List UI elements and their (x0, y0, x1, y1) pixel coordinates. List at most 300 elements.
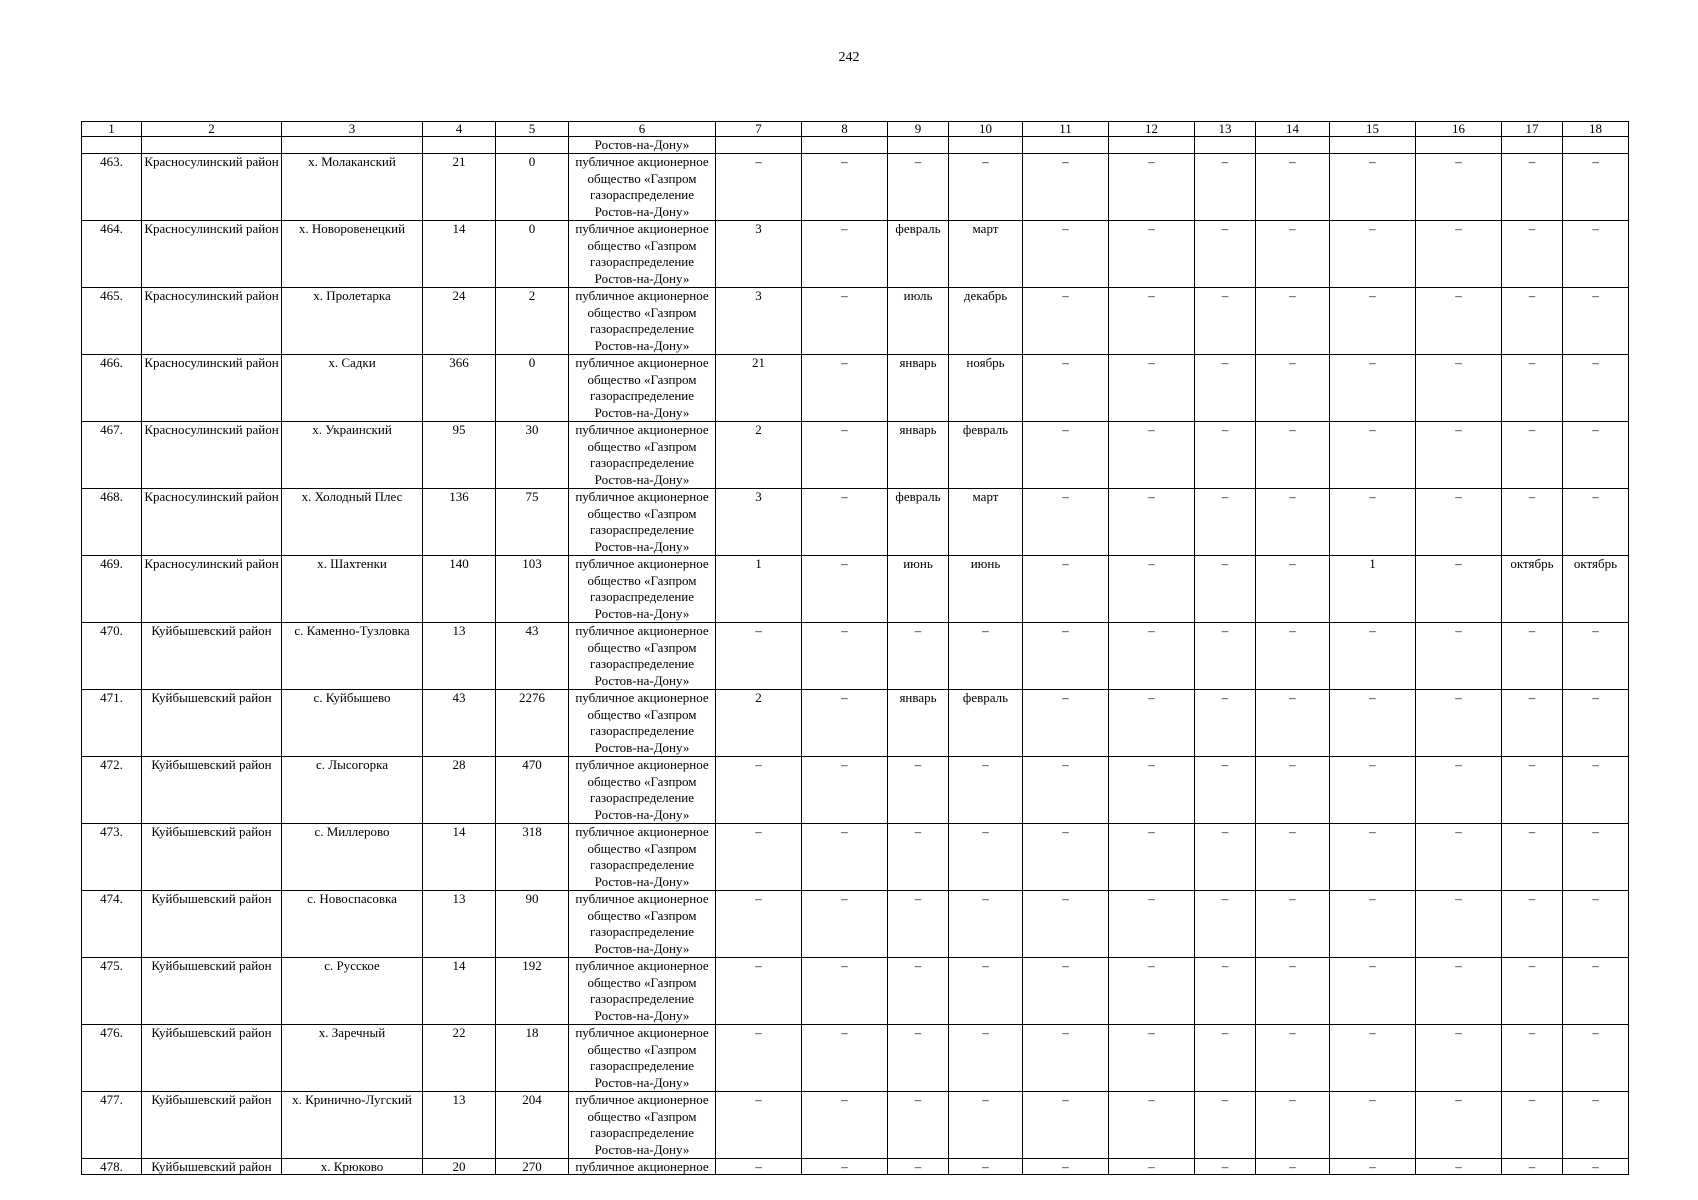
table-cell-col-16 (1416, 137, 1502, 154)
table-cell-col-2: Красносулинский район (142, 355, 282, 422)
table-cell-col-16: – (1416, 355, 1502, 422)
table-cell-col-14: – (1256, 958, 1330, 1025)
table-cell-col-6: публичное акционерное общество «Газпром газораспределение Ростов-на-Дону» (569, 288, 716, 355)
table-row (82, 690, 1629, 757)
table-cell-col-11: – (1023, 422, 1109, 489)
table-cell-col-17: – (1502, 1025, 1563, 1092)
table-cell-col-5: 43 (496, 623, 569, 690)
table-cell-col-4: 20 (423, 1159, 496, 1175)
table-cell-col-10: – (949, 623, 1023, 690)
table-cell-col-16: – (1416, 422, 1502, 489)
table-cell-col-6: Ростов-на-Дону» (569, 137, 716, 154)
table-cell-col-7: 1 (716, 556, 802, 623)
table-cell-col-14: – (1256, 556, 1330, 623)
table-row (82, 221, 1629, 288)
table-cell-col-16: – (1416, 623, 1502, 690)
table-cell-col-5: 30 (496, 422, 569, 489)
table-cell-col-16: – (1416, 690, 1502, 757)
table-cell-col-14: – (1256, 1159, 1330, 1175)
table-cell-col-8: – (802, 1025, 888, 1092)
table-cell-col-9: – (888, 154, 949, 221)
table-cell-col-18: – (1563, 1025, 1629, 1092)
table-cell-col-15: – (1330, 1159, 1416, 1175)
table-cell-col-16: – (1416, 891, 1502, 958)
table-cell-col-17: – (1502, 422, 1563, 489)
table-cell-col-10 (949, 137, 1023, 154)
table-cell-col-5: 18 (496, 1025, 569, 1092)
table-cell-col-6: публичное акционерное общество «Газпром газораспределение Ростов-на-Дону» (569, 958, 716, 1025)
table-cell-col-13: – (1195, 824, 1256, 891)
table-cell-col-4: 13 (423, 1092, 496, 1159)
table-cell-col-4: 14 (423, 824, 496, 891)
table-cell-col-15: – (1330, 489, 1416, 556)
table-cell-col-8: – (802, 355, 888, 422)
table-cell-col-2: Красносулинский район (142, 422, 282, 489)
table-cell-col-4: 28 (423, 757, 496, 824)
table-cell-col-13: – (1195, 288, 1256, 355)
table-cell-col-14: – (1256, 891, 1330, 958)
table-cell-col-15: 15 (1330, 122, 1416, 137)
table-cell-col-15: – (1330, 1025, 1416, 1092)
table-cell-col-13: – (1195, 556, 1256, 623)
table-cell-col-10: ноябрь (949, 355, 1023, 422)
table-cell-col-3: с. Русское (282, 958, 423, 1025)
table-cell-col-2: Красносулинский район (142, 288, 282, 355)
table-cell-col-10: июнь (949, 556, 1023, 623)
table-cell-col-10: – (949, 1159, 1023, 1175)
table-cell-col-8: – (802, 221, 888, 288)
table-cell-col-1: 468. (82, 489, 142, 556)
table-cell-col-8: – (802, 489, 888, 556)
table-cell-col-13: – (1195, 757, 1256, 824)
table-cell-col-9: июль (888, 288, 949, 355)
table-cell-col-2: Куйбышевский район (142, 690, 282, 757)
table-cell-col-12: – (1109, 288, 1195, 355)
table-cell-col-10: февраль (949, 690, 1023, 757)
table-cell-col-1: 1 (82, 122, 142, 137)
table-cell-col-16: 16 (1416, 122, 1502, 137)
table-cell-col-5: 2276 (496, 690, 569, 757)
table-cell-col-6: публичное акционерное общество «Газпром газораспределение Ростов-на-Дону» (569, 891, 716, 958)
table-cell-col-6: публичное акционерное (569, 1159, 716, 1175)
table-cell-col-8: – (802, 824, 888, 891)
table-cell-col-16: – (1416, 489, 1502, 556)
table-cell-col-12: – (1109, 958, 1195, 1025)
table-row (82, 288, 1629, 355)
table-cell-col-13: – (1195, 891, 1256, 958)
table-cell-col-1: 466. (82, 355, 142, 422)
table-cell-col-7: 3 (716, 221, 802, 288)
table-cell-col-12: – (1109, 623, 1195, 690)
table-cell-col-3: с. Миллерово (282, 824, 423, 891)
table-cell-col-3: х. Молаканский (282, 154, 423, 221)
table-cell-col-18: октябрь (1563, 556, 1629, 623)
table-cell-col-18: 18 (1563, 122, 1629, 137)
table-cell-col-8: – (802, 1159, 888, 1175)
table-cell-col-4: 95 (423, 422, 496, 489)
table-cell-col-9: январь (888, 355, 949, 422)
table-cell-col-5: 103 (496, 556, 569, 623)
table-cell-col-16: – (1416, 221, 1502, 288)
table-cell-col-7: 3 (716, 288, 802, 355)
table-row (82, 623, 1629, 690)
table-row-partial (82, 1159, 1629, 1175)
table-cell-col-15 (1330, 137, 1416, 154)
table-cell-col-7: 21 (716, 355, 802, 422)
table-cell-col-12: 12 (1109, 122, 1195, 137)
table-cell-col-3: 3 (282, 122, 423, 137)
table-cell-col-17: – (1502, 690, 1563, 757)
table-cell-col-4: 140 (423, 556, 496, 623)
table-cell-col-7: – (716, 623, 802, 690)
table-cell-col-1: 478. (82, 1159, 142, 1175)
table-cell-col-18: – (1563, 1092, 1629, 1159)
table-cell-col-14: – (1256, 690, 1330, 757)
table-cell-col-4: 136 (423, 489, 496, 556)
table-row (82, 556, 1629, 623)
table-cell-col-17: – (1502, 891, 1563, 958)
table-cell-col-4: 43 (423, 690, 496, 757)
table-row (82, 489, 1629, 556)
table-cell-col-14: – (1256, 1092, 1330, 1159)
table-body (82, 122, 1629, 1175)
table-cell-col-13: – (1195, 422, 1256, 489)
table-cell-col-11: – (1023, 1025, 1109, 1092)
table-cell-col-7: 7 (716, 122, 802, 137)
table-cell-col-15: – (1330, 221, 1416, 288)
table-cell-col-2: Куйбышевский район (142, 1092, 282, 1159)
table-cell-col-12: – (1109, 757, 1195, 824)
table-cell-col-12: – (1109, 489, 1195, 556)
table-cell-col-4: 13 (423, 891, 496, 958)
table-cell-col-1: 474. (82, 891, 142, 958)
table-cell-col-17: – (1502, 1092, 1563, 1159)
table-cell-col-9 (888, 137, 949, 154)
table-cell-col-16: – (1416, 1159, 1502, 1175)
table-cell-col-11: – (1023, 556, 1109, 623)
table-cell-col-14: – (1256, 355, 1330, 422)
table-cell-col-18: – (1563, 757, 1629, 824)
table-cell-col-7: – (716, 824, 802, 891)
table-cell-col-9: – (888, 1159, 949, 1175)
table-cell-col-4: 24 (423, 288, 496, 355)
table-cell-col-11: – (1023, 757, 1109, 824)
table-cell-col-5: 0 (496, 154, 569, 221)
table-cell-col-9: январь (888, 422, 949, 489)
table-cell-col-3: х. Пролетарка (282, 288, 423, 355)
table-cell-col-1: 465. (82, 288, 142, 355)
table-cell-col-3: с. Лысогорка (282, 757, 423, 824)
table-cell-col-10: – (949, 757, 1023, 824)
table-cell-col-10: – (949, 1025, 1023, 1092)
table-cell-col-14: – (1256, 757, 1330, 824)
table-cell-col-10: – (949, 824, 1023, 891)
table-cell-col-13: 13 (1195, 122, 1256, 137)
table-cell-col-5: 75 (496, 489, 569, 556)
table-cell-col-18: – (1563, 824, 1629, 891)
table-cell-col-14: – (1256, 221, 1330, 288)
table-cell-col-11: – (1023, 958, 1109, 1025)
table-cell-col-3: с. Каменно-Тузловка (282, 623, 423, 690)
table-cell-col-8: – (802, 1092, 888, 1159)
table-cell-col-6: публичное акционерное общество «Газпром газораспределение Ростов-на-Дону» (569, 556, 716, 623)
table-cell-col-3: х. Холодный Плес (282, 489, 423, 556)
table-cell-col-6: публичное акционерное общество «Газпром газораспределение Ростов-на-Дону» (569, 757, 716, 824)
table-cell-col-2: Красносулинский район (142, 154, 282, 221)
table-cell-col-13: – (1195, 1025, 1256, 1092)
table-cell-col-5: 270 (496, 1159, 569, 1175)
table-cell-col-3: х. Садки (282, 355, 423, 422)
table-row (82, 824, 1629, 891)
table-cell-col-18: – (1563, 288, 1629, 355)
table-cell-col-7: 3 (716, 489, 802, 556)
table-cell-col-9: – (888, 623, 949, 690)
table-cell-col-13: – (1195, 221, 1256, 288)
table-cell-col-17: – (1502, 824, 1563, 891)
table-cell-col-9: 9 (888, 122, 949, 137)
table-cell-col-5: 5 (496, 122, 569, 137)
table-cell-col-7: – (716, 1025, 802, 1092)
page-number: 242 (838, 50, 860, 65)
table-cell-col-17: – (1502, 489, 1563, 556)
table-cell-col-12: – (1109, 690, 1195, 757)
table-cell-col-5: 0 (496, 355, 569, 422)
table-cell-col-5: 204 (496, 1092, 569, 1159)
table-cell-col-15: – (1330, 154, 1416, 221)
table-cell-col-8: 8 (802, 122, 888, 137)
table-row (82, 422, 1629, 489)
table-cell-col-15: – (1330, 1092, 1416, 1159)
table-cell-col-18: – (1563, 891, 1629, 958)
table-cell-col-6: публичное акционерное общество «Газпром газораспределение Ростов-на-Дону» (569, 824, 716, 891)
table-cell-col-3: с. Новоспасовка (282, 891, 423, 958)
table-cell-col-8: – (802, 690, 888, 757)
table-cell-col-3: х. Крюково (282, 1159, 423, 1175)
table-cell-col-13: – (1195, 958, 1256, 1025)
table-cell-col-14: 14 (1256, 122, 1330, 137)
table-cell-col-10: февраль (949, 422, 1023, 489)
table-cell-col-18: – (1563, 958, 1629, 1025)
table-cell-col-1: 464. (82, 221, 142, 288)
table-cell-col-5: 192 (496, 958, 569, 1025)
table-cell-col-2 (142, 137, 282, 154)
table-cell-col-17: октябрь (1502, 556, 1563, 623)
table-row (82, 958, 1629, 1025)
table-cell-col-7 (716, 137, 802, 154)
table-cell-col-16: – (1416, 1025, 1502, 1092)
table-cell-col-9: февраль (888, 489, 949, 556)
table-cell-col-4: 14 (423, 221, 496, 288)
table-cell-col-2: Куйбышевский район (142, 1025, 282, 1092)
table-cell-col-7: – (716, 891, 802, 958)
table-cell-col-7: – (716, 958, 802, 1025)
table-cell-col-13: – (1195, 1092, 1256, 1159)
table-cell-col-2: Куйбышевский район (142, 1159, 282, 1175)
table-cell-col-8: – (802, 556, 888, 623)
table-cell-col-13: – (1195, 154, 1256, 221)
table-cell-col-15: – (1330, 690, 1416, 757)
table-cell-col-3: х. Новоровенецкий (282, 221, 423, 288)
table-cell-col-17: 17 (1502, 122, 1563, 137)
table-cell-col-6: публичное акционерное общество «Газпром газораспределение Ростов-на-Дону» (569, 221, 716, 288)
table-cell-col-17: – (1502, 623, 1563, 690)
table-cell-col-17: – (1502, 355, 1563, 422)
table-cell-col-3: с. Куйбышево (282, 690, 423, 757)
table-cell-col-13: – (1195, 489, 1256, 556)
table-cell-col-9: январь (888, 690, 949, 757)
table-cell-col-5: 2 (496, 288, 569, 355)
table-cell-col-6: 6 (569, 122, 716, 137)
table-cell-col-17: – (1502, 757, 1563, 824)
table-cell-col-11 (1023, 137, 1109, 154)
table-cell-col-3: х. Шахтенки (282, 556, 423, 623)
table-cell-col-4: 21 (423, 154, 496, 221)
table-cell-col-15: – (1330, 288, 1416, 355)
table-row (82, 1092, 1629, 1159)
table-cell-col-13: – (1195, 1159, 1256, 1175)
table-cell-col-12: – (1109, 221, 1195, 288)
table-cell-col-15: – (1330, 958, 1416, 1025)
table-cell-col-2: Красносулинский район (142, 221, 282, 288)
table-cell-col-1: 471. (82, 690, 142, 757)
table-cell-col-14: – (1256, 623, 1330, 690)
table-cell-col-16: – (1416, 288, 1502, 355)
table-cell-col-12: – (1109, 422, 1195, 489)
table-cell-col-11: 11 (1023, 122, 1109, 137)
table-cell-col-2: Куйбышевский район (142, 891, 282, 958)
table-cell-col-14: – (1256, 824, 1330, 891)
table-cell-col-7: – (716, 1159, 802, 1175)
table-cell-col-4: 14 (423, 958, 496, 1025)
table-cell-col-2: 2 (142, 122, 282, 137)
table-cell-col-18: – (1563, 690, 1629, 757)
table-cell-col-1: 476. (82, 1025, 142, 1092)
table-cell-col-17 (1502, 137, 1563, 154)
table-cell-col-11: – (1023, 1159, 1109, 1175)
data-table (81, 121, 1629, 1175)
table-cell-col-10: – (949, 891, 1023, 958)
table-cell-col-12: – (1109, 1025, 1195, 1092)
table-cell-col-7: – (716, 1092, 802, 1159)
table-cell-col-13 (1195, 137, 1256, 154)
table-cell-col-17: – (1502, 154, 1563, 221)
table-cell-col-15: – (1330, 623, 1416, 690)
table-row (82, 891, 1629, 958)
table-cell-col-17: – (1502, 958, 1563, 1025)
table-cell-col-12: – (1109, 1092, 1195, 1159)
table-cell-col-11: – (1023, 489, 1109, 556)
table-cell-col-8: – (802, 757, 888, 824)
table-cell-col-10: – (949, 154, 1023, 221)
table-cell-col-3: х. Кринично-Лугский (282, 1092, 423, 1159)
table-cell-col-4: 4 (423, 122, 496, 137)
table-cell-col-11: – (1023, 355, 1109, 422)
table-cell-col-5: 0 (496, 221, 569, 288)
table-cell-col-3 (282, 137, 423, 154)
table-cell-col-1: 472. (82, 757, 142, 824)
table-cell-col-11: – (1023, 154, 1109, 221)
table-row (82, 757, 1629, 824)
table-cell-col-15: – (1330, 422, 1416, 489)
table-cell-col-8 (802, 137, 888, 154)
table-cell-col-18: – (1563, 355, 1629, 422)
table-cell-col-8: – (802, 288, 888, 355)
table-cell-col-4: 13 (423, 623, 496, 690)
table-cell-col-1: 470. (82, 623, 142, 690)
table-cell-col-11: – (1023, 891, 1109, 958)
table-cell-col-14: – (1256, 489, 1330, 556)
table-cell-col-11: – (1023, 288, 1109, 355)
table-cell-col-1: 469. (82, 556, 142, 623)
table-cell-col-18: – (1563, 1159, 1629, 1175)
table-cell-col-16: – (1416, 154, 1502, 221)
table-cell-col-15: – (1330, 355, 1416, 422)
table-cell-col-15: – (1330, 757, 1416, 824)
table-cell-col-14: – (1256, 422, 1330, 489)
table-cell-col-6: публичное акционерное общество «Газпром газораспределение Ростов-на-Дону» (569, 154, 716, 221)
continuation-row (82, 137, 1629, 154)
table-cell-col-7: 2 (716, 422, 802, 489)
table-cell-col-5: 318 (496, 824, 569, 891)
table-cell-col-3: х. Украинский (282, 422, 423, 489)
table-cell-col-2: Куйбышевский район (142, 958, 282, 1025)
table-cell-col-9: – (888, 1092, 949, 1159)
table-cell-col-4 (423, 137, 496, 154)
table-cell-col-18: – (1563, 489, 1629, 556)
table-cell-col-8: – (802, 154, 888, 221)
table-cell-col-16: – (1416, 824, 1502, 891)
table-cell-col-7: – (716, 757, 802, 824)
table-cell-col-6: публичное акционерное общество «Газпром газораспределение Ростов-на-Дону» (569, 355, 716, 422)
table-cell-col-2: Куйбышевский район (142, 824, 282, 891)
table-cell-col-17: – (1502, 288, 1563, 355)
table-cell-col-8: – (802, 891, 888, 958)
table-cell-col-12: – (1109, 556, 1195, 623)
table-row (82, 355, 1629, 422)
table-cell-col-9: июнь (888, 556, 949, 623)
table-cell-col-11: – (1023, 1092, 1109, 1159)
table-cell-col-16: – (1416, 556, 1502, 623)
table-cell-col-11: – (1023, 824, 1109, 891)
column-number-row (82, 122, 1629, 137)
table-cell-col-13: – (1195, 690, 1256, 757)
table-cell-col-5 (496, 137, 569, 154)
table-cell-col-13: – (1195, 623, 1256, 690)
table-cell-col-15: – (1330, 891, 1416, 958)
table-cell-col-2: Куйбышевский район (142, 757, 282, 824)
table-cell-col-1: 473. (82, 824, 142, 891)
table-cell-col-5: 470 (496, 757, 569, 824)
table-cell-col-10: – (949, 1092, 1023, 1159)
table-cell-col-9: – (888, 824, 949, 891)
table-cell-col-7: 2 (716, 690, 802, 757)
table-cell-col-15: 1 (1330, 556, 1416, 623)
table-cell-col-1: 477. (82, 1092, 142, 1159)
table-cell-col-16: – (1416, 757, 1502, 824)
table-cell-col-4: 366 (423, 355, 496, 422)
table-row (82, 154, 1629, 221)
table-cell-col-9: – (888, 891, 949, 958)
table-cell-col-12 (1109, 137, 1195, 154)
table-cell-col-10: декабрь (949, 288, 1023, 355)
table-cell-col-1 (82, 137, 142, 154)
table-cell-col-12: – (1109, 355, 1195, 422)
table-cell-col-13: – (1195, 355, 1256, 422)
table-cell-col-14 (1256, 137, 1330, 154)
table-cell-col-14: – (1256, 154, 1330, 221)
table-cell-col-9: – (888, 1025, 949, 1092)
table-cell-col-12: – (1109, 1159, 1195, 1175)
